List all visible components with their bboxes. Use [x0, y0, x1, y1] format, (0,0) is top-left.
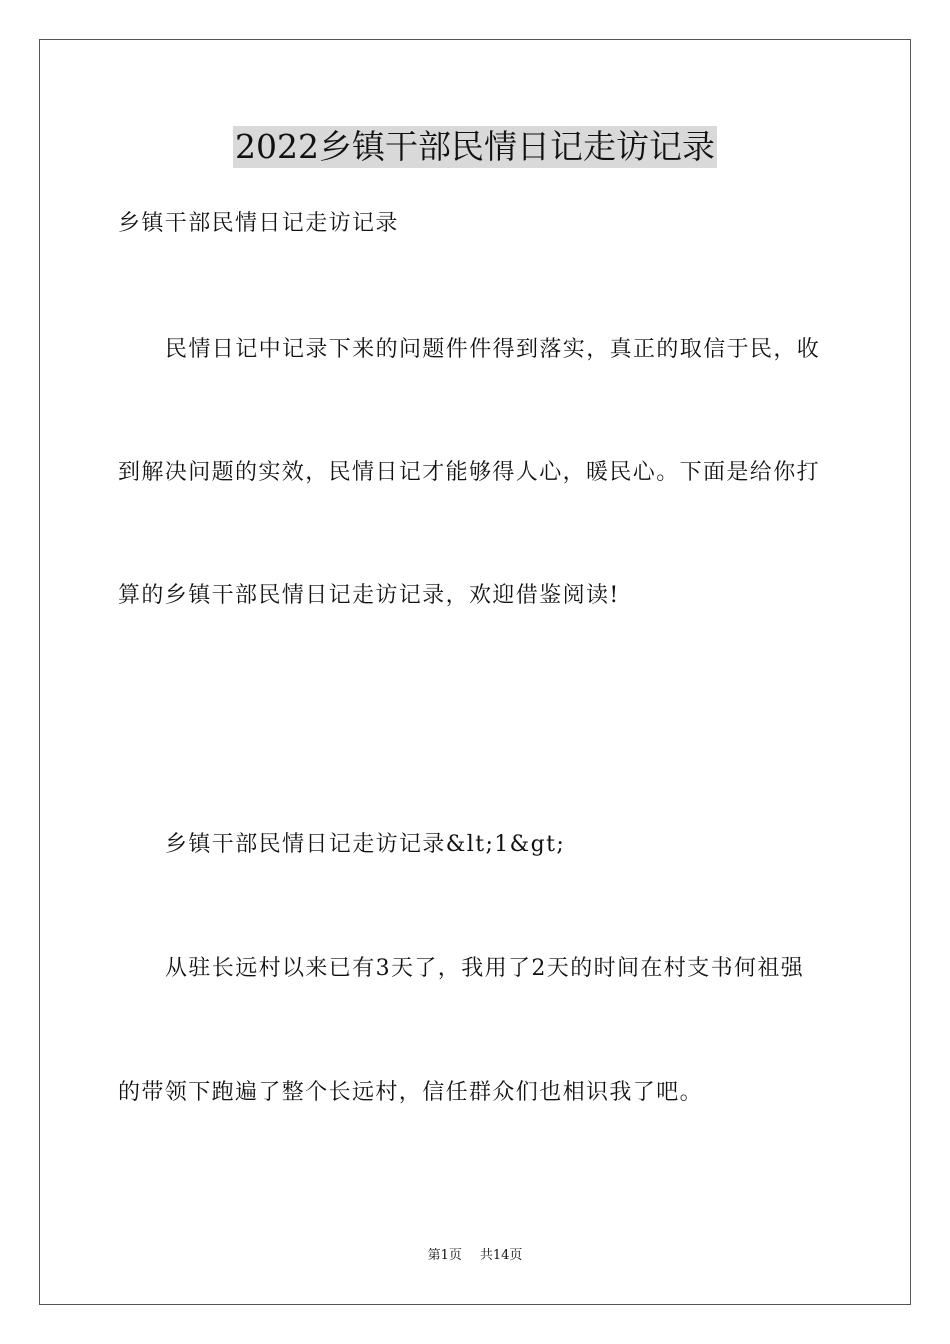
- paragraph1-line1: 民情日记中记录下来的问题件件得到落实，真正的取信于民，收: [165, 337, 821, 362]
- paragraph2-line2: 的带领下跑遍了整个长远村，信任群众们也相识我了吧。: [118, 1080, 704, 1105]
- paragraph1-line2: 到解决问题的实效，民情日记才能够得人心，暖民心。下面是给你打: [118, 460, 821, 485]
- document-subtitle: 乡镇干部民情日记走访记录: [118, 211, 399, 236]
- paragraph1-line3: 算的乡镇干部民情日记走访记录，欢迎借鉴阅读!: [118, 583, 620, 608]
- page-number-total: 共14页: [479, 1248, 523, 1263]
- section-heading: 乡镇干部民情日记走访记录&lt;1&gt;: [165, 832, 566, 857]
- paragraph2-line1: 从驻长远村以来已有3天了，我用了2天的时间在村支书何祖强: [165, 956, 805, 981]
- page-footer: [0, 1247, 950, 1265]
- page-number-current: 第1页: [427, 1248, 462, 1263]
- title-container: [0, 126, 950, 168]
- document-title: 2022乡镇干部民情日记走访记录: [235, 127, 715, 166]
